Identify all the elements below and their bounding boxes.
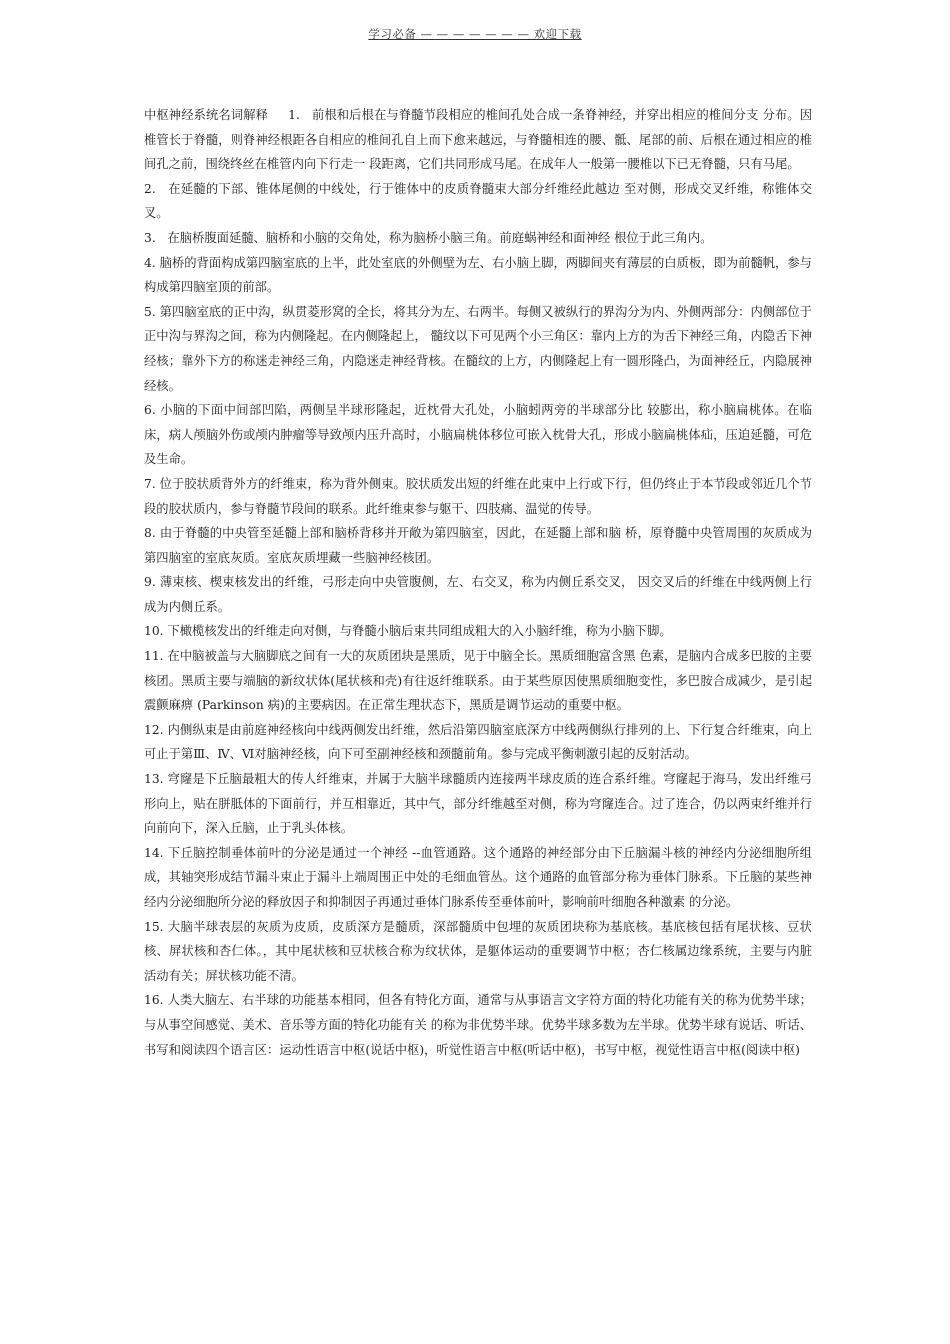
entry-1 (144, 103, 812, 177)
entry-text: 内侧纵束是由前庭神经核向中线两侧发出纤维，然后沿第四脑室底深方中线两侧纵行排列的上、下行复合纤维束，向上可止于第Ⅲ、Ⅳ、Ⅵ对脑神经核，向下可至副神经核和颈髓前角。参与完成平衡刺激引起的反射活动。 (144, 722, 812, 762)
entry-text: 在中脑被盖与大脑脚底之间有一大的灰质团块是黑质，见于中脑全长。黑质细胞富含黑 色素，是脑内合成多巴胺的主要核团。黑质主要与端脑的新纹状体(尾状核和壳)有往返纤维联系。由于某些原因使黑质细胞变性，多巴胺合成减少，是引起震颤麻痹 (Parkinson 病)的主要病因。在正常生理状态下，黑质是调节运动的重要中枢。 (144, 649, 812, 713)
entry-number: 12. (144, 722, 164, 737)
entry-number: 2. (144, 181, 156, 196)
entry-8 (144, 521, 812, 570)
entry-number: 3. (144, 230, 156, 245)
entry-11 (144, 644, 812, 718)
entry-6 (144, 398, 812, 472)
entry-text: 小脑的下面中间部凹陷，两侧呈半球形隆起，近枕骨大孔处，小脑蚓两旁的半球部分比 较膨出，称小脑扁桃体。在临床，病人颅脑外伤或颅内肿瘤等导致颅内压升高时，小脑扁桃体移位可嵌入枕骨大孔，形成小脑扁桃体疝，压迫延髓，可危及生命。 (144, 403, 812, 467)
entry-text: 穹窿是下丘脑最粗大的传人纤维束，并属于大脑半球髓质内连接两半球皮质的连合系纤维。穹窿起于海马，发出纤维弓形向上，贴在胼胝体的下面前行，并互相靠近，其中气，部分纤维越至对侧，称为穹窿连合。过了连合，仍以两束纤维并行向前向下，深入丘脑，止于乳头体核。 (144, 772, 812, 836)
entry-number: 9. (144, 575, 156, 590)
page-header: 学习必备 — — — — — — — 欢迎下载 (368, 27, 582, 41)
entry-number: 16. (144, 993, 164, 1008)
document-title: 中枢神经系统名词解释 (144, 108, 269, 122)
document-body (144, 103, 812, 1062)
entry-3 (144, 226, 812, 251)
entry-13 (144, 767, 812, 841)
entry-number: 10. (144, 624, 164, 639)
entry-text: 大脑半球表层的灰质为皮质，皮质深方是髓质，深部髓质中包埋的灰质团块称为基底核。基底核包括有尾状核、豆状核、屏状核和杏仁体。，其中尾状核和豆状核合称为纹状体，是躯体运动的重要调节中枢；杏仁核属边缘系统，主要与内脏活动有关；屏状核功能不清。 (144, 919, 812, 983)
entry-number: 6. (144, 403, 156, 418)
entry-text: 下丘脑控制垂体前叶的分泌是通过一个神经 --血管通路。这个通路的神经部分由下丘脑漏斗核的神经内分泌细胞所组成，其轴突形成结节漏斗束止于漏斗上端周围正中处的毛细血管丛。这个通路的血管部分称为垂体门脉系。下丘脑的某些神经内分泌细胞所分泌的释放因子和抑制因子再通过垂体门脉系传至垂体前叶，影响前叶细胞各种激素 的分泌。 (144, 845, 812, 909)
entry-16 (144, 988, 812, 1062)
entry-text: 在延髓的下部、锥体尾侧的中线处，行于锥体中的皮质脊髓束大部分纤维经此越边 至对侧，形成交叉纤维，称锥体交叉。 (144, 181, 812, 221)
entry-number: 1. (288, 108, 300, 122)
entry-number: 11. (144, 649, 164, 664)
entry-9 (144, 570, 812, 619)
entry-number: 7. (144, 476, 156, 491)
entry-15 (144, 915, 812, 989)
entry-text: 人类大脑左、右半球的功能基本相同，但各有特化方面，通常与从事语言文字符方面的特化功能有关的称为优势半球；与从事空间感觉、美术、音乐等方面的特化功能有关 的称为非优势半球。优势半球多数为左半球。优势半球有说话、听话、书写和阅读四个语言区：运动性语言中枢(说话中枢)，听觉性语言中枢(听话中枢)，书写中枢，视觉性语言中枢(阅读中枢) (144, 993, 812, 1057)
entry-text: 脑桥的背面构成第四脑室底的上半，此处室底的外侧壁为左、右小脑上脚，两脚间夹有薄层的白质板，即为前髓帆，参与构成第四脑室顶的前部。 (144, 255, 812, 295)
entry-number: 15. (144, 919, 164, 934)
entry-5 (144, 300, 812, 398)
entry-2 (144, 177, 812, 226)
entry-text: 下橄榄核发出的纤维走向对侧，与脊髓小脑后束共同组成粗大的入小脑纤维，称为小脑下脚。 (167, 624, 672, 639)
entry-number: 4. (144, 255, 156, 270)
entry-7 (144, 472, 812, 521)
entry-number: 13. (144, 772, 164, 787)
entry-text: 前根和后根在与脊髓节段相应的椎间孔处合成一条脊神经，并穿出相应的椎间分支 分布。因椎管长于脊髓，则脊神经根距各自相应的椎间孔自上而下愈来越远，与脊髓相连的腰、骶、尾部的前、后根在通过相应的椎间孔之前，围绕终丝在椎管内向下行走一 段距离，它们共同形成马尾。在成年人一般第一腰椎以下已无脊髓，只有马尾。 (144, 108, 813, 172)
entry-12 (144, 718, 812, 767)
entry-number: 8. (144, 526, 156, 541)
entry-text: 位于胶状质背外方的纤维束，称为背外侧束。胶状质发出短的纤维在此束中上行或下行，但仍终止于本节段或邻近几个节段的胶状质内，参与脊髓节段间的联系。此纤维束参与躯干、四肢痛、温觉的传导。 (144, 476, 812, 516)
entry-text: 薄束核、楔束核发出的纤维，弓形走向中央管腹侧，左、右交叉，称为内侧丘系交叉， 因交叉后的纤维在中线两侧上行成为内侧丘系。 (144, 575, 812, 614)
entry-text: 由于脊髓的中央管至延髓上部和脑桥背移并开敞为第四脑室，因此，在延髓上部和脑 桥，原脊髓中央管周围的灰质成为第四脑室的室底灰质。室底灰质埋藏一些脑神经核团。 (144, 526, 812, 565)
entry-text: 在脑桥腹面延髓、脑桥和小脑的交角处，称为脑桥小脑三角。前庭蜗神经和面神经 根位于此三角内。 (167, 230, 713, 245)
entry-number: 14. (144, 845, 164, 860)
entry-number: 5. (144, 304, 156, 319)
entry-10 (144, 619, 812, 644)
entry-text: 第四脑室底的正中沟，纵贯菱形窝的全长，将其分为左、右两半。每侧又被纵行的界沟分为内、外侧两部分：内侧部位于正中沟与界沟之间，称为内侧隆起。在内侧隆起上， 髓纹以下可见两个小三角区：靠内上方的为舌下神经三角，内隐舌下神经核；靠外下方的称迷走神经三角，内隐迷走神经背核。在髓纹的上方，内侧隆起上有一圆形隆凸，为面神经丘，内隐展神经核。 (144, 304, 812, 393)
entry-4 (144, 251, 812, 300)
entry-14 (144, 841, 812, 915)
